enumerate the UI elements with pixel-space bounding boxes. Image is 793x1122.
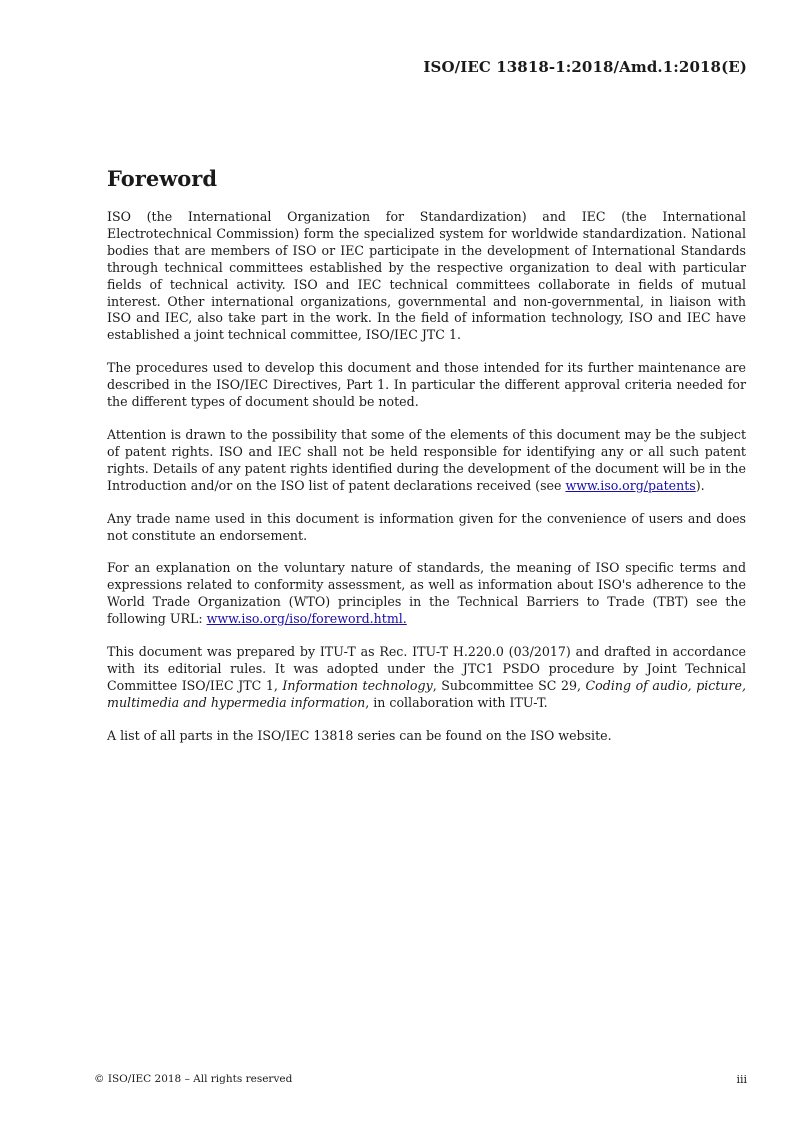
document-id-header: ISO/IEC 13818-1:2018/Amd.1:2018(E) (423, 58, 747, 76)
patents-text: Attention is drawn to the possibility that some of the elements of this document may be the subject of patent rights. ISO and IEC shall not be held responsible for identifying any or all such patent rights. Details of any patent rights identified during the development of the document will be in the Introduction and/or on the ISO list of patent declarations received (see (107, 426, 746, 493)
prepared-italic-it: Information technology (282, 677, 433, 693)
paragraph-voluntary-nature (107, 560, 746, 628)
page-number: iii (736, 1073, 747, 1086)
page-title: Foreword (107, 166, 218, 191)
paragraph-patents (107, 427, 746, 495)
foreword-link[interactable]: www.iso.org/iso/foreword.html. (206, 611, 407, 627)
voluntary-text: For an explanation on the voluntary nature of standards, the meaning of ISO specific terms and expressions related to conformity assessment, as well as information about ISO's adherence to the World Trade Organization (WTO) principles in the Technical Barriers to Trade (TBT) see the following URL: (107, 560, 746, 627)
patents-link[interactable]: www.iso.org/patents (565, 477, 696, 493)
paragraph-prepared-by (107, 644, 746, 712)
paragraph-iso-iec: ISO (the International Organization for Standardization) and IEC (the International Electrotechnical Commission) form the specialized system for worldwide standardization. National bodies that are members of ISO or IEC participate in the development of International Standards through technical committees established by the respective organization to deal with particular fields of technical activity. ISO and IEC technical committees collaborate in fields of mutual interest. Other international organizations, governmental and non-governmental, in liaison with ISO and IEC, also take part in the work. In the field of information technology, ISO and IEC have established a joint technical committee, ISO/IEC JTC 1. (107, 209, 746, 343)
paragraph-procedures: The procedures used to develop this document and those intended for its further maintenance are described in the ISO/IEC Directives, Part 1. In particular the different approval criteria needed for the different types of document should be noted. (107, 360, 746, 410)
prepared-text-c: , in collaboration with ITU-T. (365, 694, 548, 710)
patents-text-end: ). (695, 477, 705, 493)
paragraph-trade-name: Any trade name used in this document is information given for the convenience of users and does not constitute an endorsement. (107, 510, 746, 543)
foreword-body (107, 209, 746, 761)
prepared-text-b: , Subcommittee SC 29, (432, 677, 586, 693)
prepared-text-a: This document was prepared by ITU-T as Rec. ITU-T H.220.0 (03/2017) and drafted in accordance with its editorial rules. It was adopted under the JTC1 PSDO procedure by Joint Technical Committee ISO/IEC JTC 1, (107, 644, 746, 693)
prepared-italic-coding: Coding of audio, picture, multimedia and hypermedia information (107, 677, 746, 710)
copyright-footer: © ISO/IEC 2018 – All rights reserved (94, 1073, 293, 1085)
paragraph-series-list: A list of all parts in the ISO/IEC 13818 series can be found on the ISO website. (107, 727, 612, 743)
